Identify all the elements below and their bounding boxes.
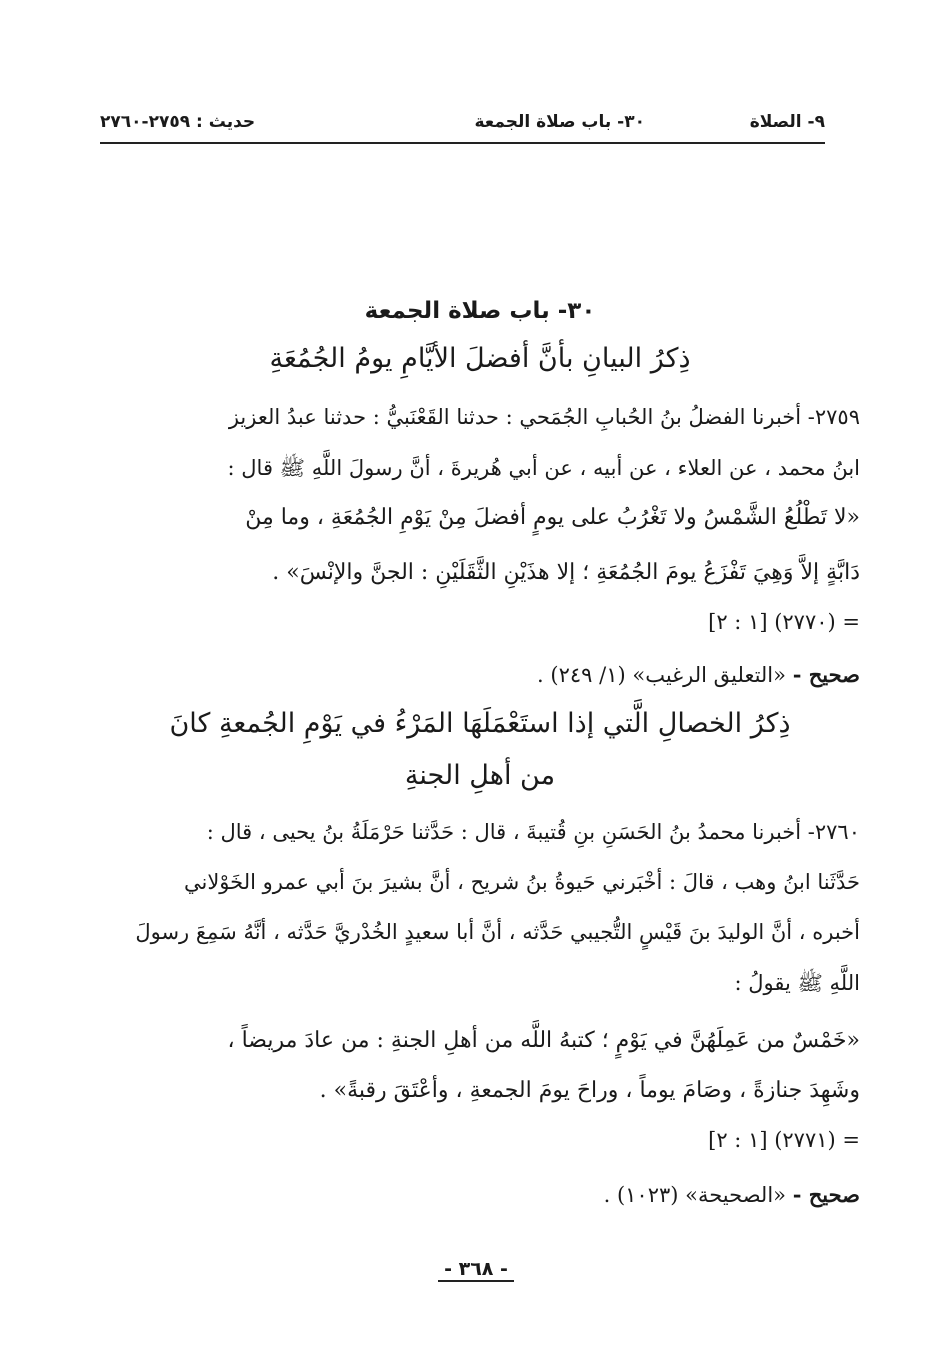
hadith-range: حديث : ٢٧٥٩-٢٧٦٠	[100, 112, 256, 132]
hadith-text-line: ابنُ محمد ، عن العلاء ، عن أبيه ، عن أبي هُريرةَ ، أنَّ رسولَ اللَّهِ ﷺ قال :	[227, 456, 860, 480]
grade-label: صحيح -	[792, 1182, 860, 1207]
grade-reference: «الصحيحة» (١٠٢٣) .	[603, 1183, 786, 1207]
section-title: ذِكرُ البيانِ بأنَّ أفضلَ الأيَّامِ يومُ الجُمُعَةِ	[269, 343, 691, 374]
hadith-text-line: وشَهِدَ جنازةً ، وصَامَ يوماً ، وراحَ يومَ الجمعةِ ، وأعْتَقَ رقبةً» .	[319, 1078, 860, 1103]
section-title: ذِكرُ الخصالِ الَّتي إذا استَعْمَلَهَا المَرْءُ في يَوْمِ الجُمعةِ كانَ	[169, 708, 791, 739]
hadith-text-line: أخبره ، أنَّ الوليدَ بنَ قَيْسٍ التُّجيبي حَدَّثه ، أنَّ أبا سعيدٍ الخُدْريَّ حَدَّثه ، أنَّهُ سَمِعَ رسولَ	[135, 920, 860, 944]
cross-reference: = (٢٧٧٠) [١ : ٢]	[708, 610, 860, 634]
grade-label: صحيح -	[792, 662, 860, 687]
hadith-text-line: «لا تَطْلُعُ الشَّمْسُ ولا تَغْرُبُ على يومٍ أفضلَ مِنْ يَوْمِ الجُمُعَةِ ، وما مِنْ	[245, 505, 860, 530]
chapter-header: ٣٠- باب صلاة الجمعة	[474, 112, 645, 132]
hadith-text-line: «خَمْسٌ من عَمِلَهُنَّ في يَوْمٍ ؛ كتبهُ اللَّه من أهلِ الجنةِ : من عادَ مريضاً ،	[227, 1028, 860, 1053]
page-number-text: - ٣٦٨ -	[438, 1258, 514, 1282]
hadith-text-line: ٢٧٦٠- أخبرنا محمدُ بنُ الحَسَنِ بنِ قُتيبةَ ، قال : حَدَّثنا حَرْمَلَةُ بنُ يحيى ، قال :	[206, 820, 860, 844]
hadith-text-line: حَدَّثَنا ابنُ وهب ، قالَ : أخْبَرني حَيوةُ بنُ شريح ، أنَّ بشيرَ بنَ أبي عمرو الخَوْلاني	[183, 870, 860, 894]
hadith-text-line: دَابَّةٍ إلاَّ وَهِيَ تَفْزَعُ يومَ الجُمُعَةِ ؛ إلا هذَيْنِ الثَّقَلَيْنِ : الجنَّ والإنْسَ» .	[272, 560, 860, 585]
page-number	[0, 1258, 952, 1280]
grade-line	[100, 1182, 860, 1207]
hadith-text-line: اللَّهِ ﷺ يقولُ :	[734, 971, 860, 995]
chapter-title: ٣٠- باب صلاة الجمعة	[364, 298, 596, 324]
book-title: ٩- الصلاة	[749, 112, 825, 132]
cross-reference: = (٢٧٧١) [١ : ٢]	[708, 1128, 860, 1152]
running-head	[100, 108, 825, 144]
grade-reference: «التعليق الرغيب» (١/ ٢٤٩) .	[537, 663, 786, 687]
hadith-text-line: ٢٧٥٩- أخبرنا الفضلُ بنُ الحُبابِ الجُمَحي : حدثنا القَعْنَبيُّ : حدثنا عبدُ العزيز	[228, 405, 860, 429]
section-title-continued: من أهلِ الجنةِ	[404, 760, 556, 791]
grade-line	[100, 662, 860, 687]
